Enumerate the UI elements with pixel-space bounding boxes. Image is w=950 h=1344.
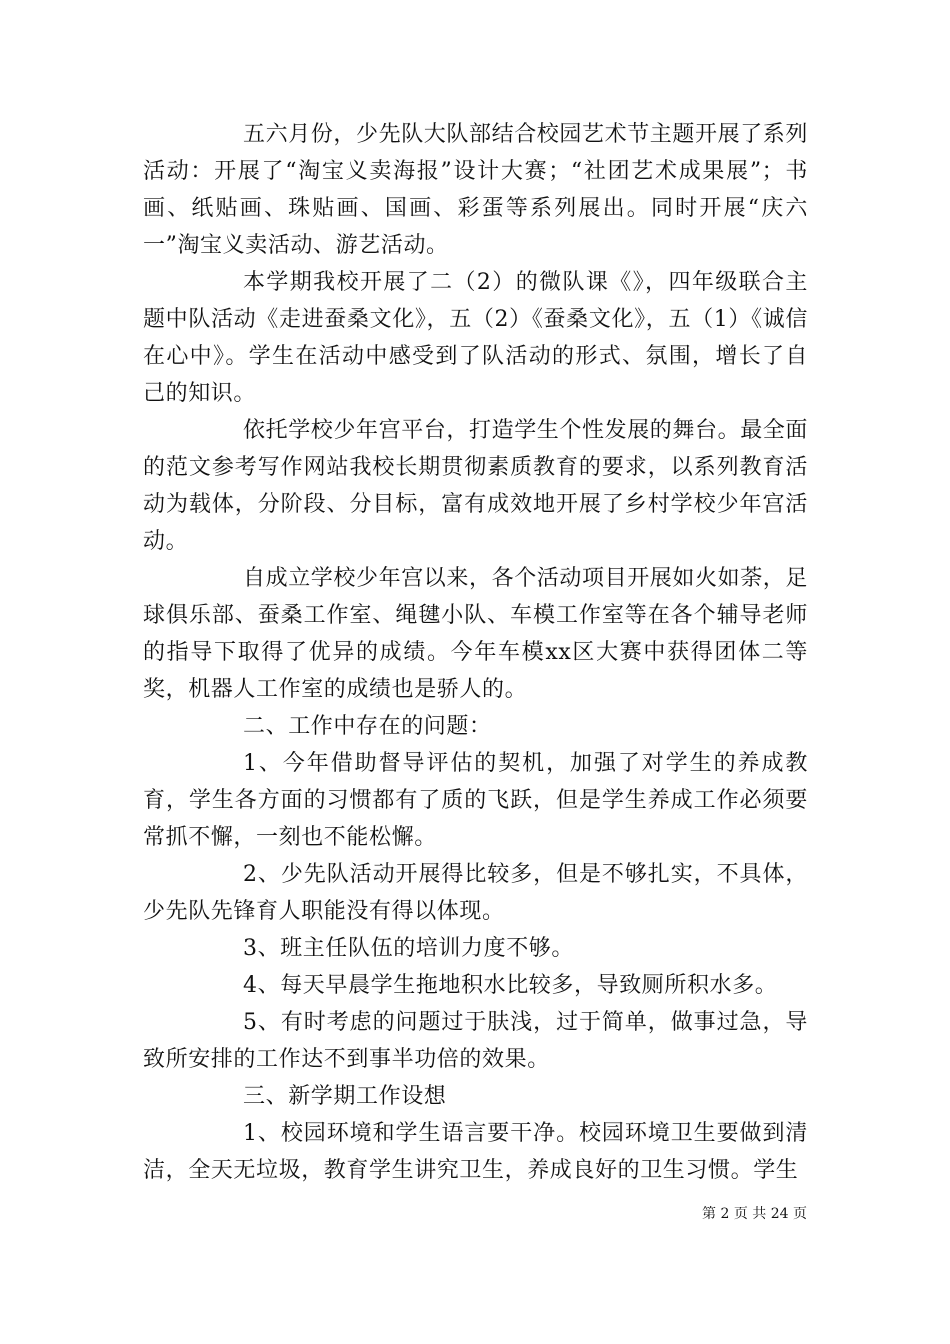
section-heading-problems: 二、工作中存在的问题：	[243, 714, 492, 739]
paragraph-2: 本学期我校开展了二（2）的微队课《》，四年级联合主题中队活动《走进蚕桑文化》，五（2）《蚕桑文化》，五（1）《诚信在心中》。学生在活动中感受到了队活动的形式、氛围，增长了自己的知识。	[143, 270, 808, 406]
paragraph-1: 五六月份，少先队大队部结合校园艺术节主题开展了系列活动：开展了“淘宝义卖海报”设计大赛；“社团艺术成果展”；书画、纸贴画、珠贴画、国画、彩蛋等系列展出。同时开展“庆六一”淘宝义卖活动、游艺活动。	[143, 122, 809, 258]
problem-item-4: 4、每天早晨学生拖地积水比较多，导致厕所积水多。	[243, 973, 778, 998]
problem-item-1: 1、今年借助督导评估的契机，加强了对学生的养成教育，学生各方面的习惯都有了质的飞跃，但是学生养成工作必须要常抓不懈，一刻也不能松懈。	[143, 751, 808, 850]
page-number-footer: 第 2 页 共 24 页	[702, 1206, 807, 1222]
plan-item-1: 1、校园环境和学生语言要干净。校园环境卫生要做到清洁，全天无垃圾，教育学生讲究卫生，养成良好的卫生习惯。学生	[143, 1121, 808, 1183]
document-body	[143, 116, 808, 1189]
problem-item-3: 3、班主任队伍的培训力度不够。	[243, 936, 574, 961]
problem-item-2: 2、少先队活动开展得比较多，但是不够扎实，不具体，少先队先锋育人职能没有得以体现。	[143, 862, 808, 924]
paragraph-3: 依托学校少年宫平台，打造学生个性发展的舞台。最全面的范文参考写作网站我校长期贯彻素质教育的要求，以系列教育活动为载体，分阶段、分目标，富有成效地开展了乡村学校少年宫活动。	[143, 418, 809, 554]
problem-item-5: 5、有时考虑的问题过于肤浅，过于简单，做事过急，导致所安排的工作达不到事半功倍的效果。	[143, 1010, 808, 1072]
section-heading-plans: 三、新学期工作设想	[243, 1084, 447, 1109]
paragraph-4: 自成立学校少年宫以来，各个活动项目开展如火如荼，足球俱乐部、蚕桑工作室、绳毽小队、车模工作室等在各个辅导老师的指导下取得了优异的成绩。今年车模xx区大赛中获得团体二等奖，机器人工作室的成绩也是骄人的。	[143, 566, 809, 702]
